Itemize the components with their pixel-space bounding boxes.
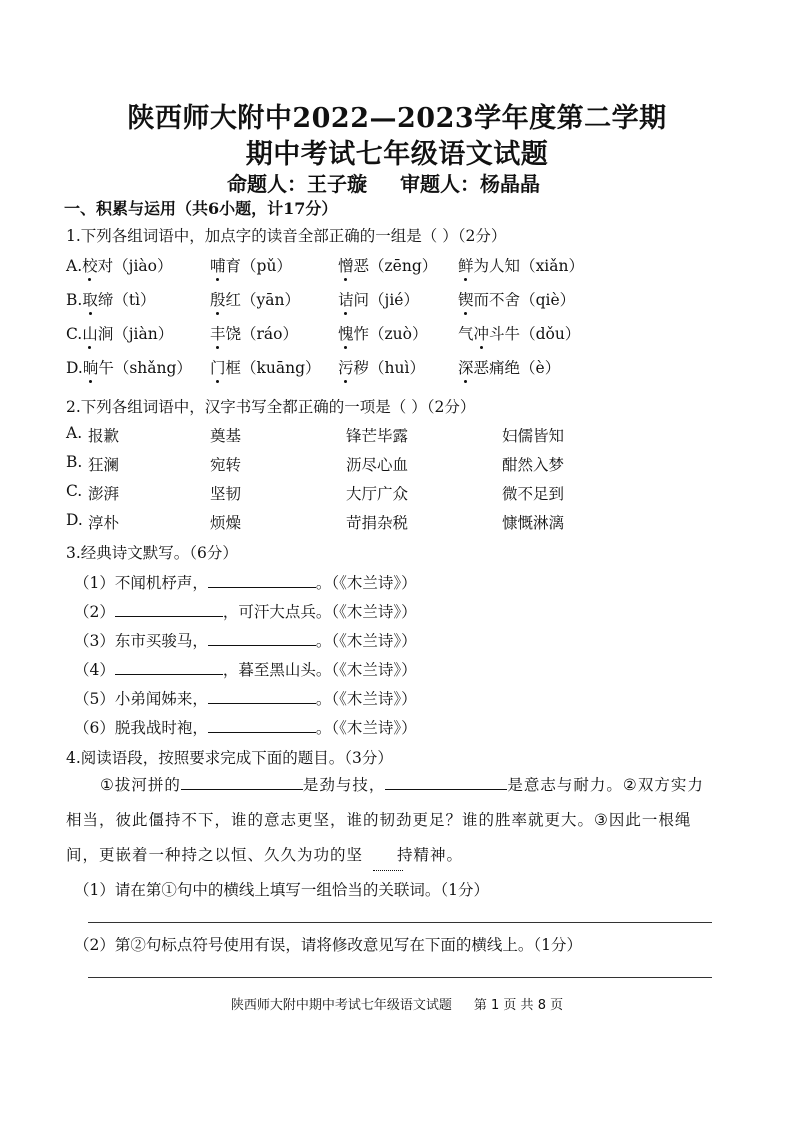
q1-option-word: 丰饶（ráo） [210, 322, 298, 344]
reviewer-name: 审题人：杨晶晶 [399, 172, 540, 196]
q1-option-word: B.取缔（tì） [66, 288, 156, 310]
poem-line-after: 。（《木兰诗》） [315, 690, 417, 708]
answer-line-2[interactable] [88, 977, 712, 978]
answer-line-1[interactable] [88, 922, 712, 923]
q3-stem: 3.经典诗文默写。（6分） [66, 544, 238, 562]
section-heading: 一、积累与运用（共6小题，计17分） [64, 199, 338, 218]
q3-item [74, 658, 417, 680]
q1-option-word: 鲜为人知（xiǎn） [458, 254, 584, 276]
exam-title-line1: 陕西师大附中2022—2023学年度第二学期 [127, 103, 667, 134]
q1-option-word: 污秽（huì） [338, 356, 425, 378]
page-footer [0, 994, 794, 1013]
poem-line-given: 东市买骏马， [114, 632, 208, 650]
passage-part1: ①拔河拼的 [100, 776, 181, 794]
q2-option-word: 沥尽心血 [346, 456, 409, 474]
option-label: C. [66, 482, 83, 500]
item-number: （1） [74, 574, 115, 592]
option-label: D. [66, 511, 83, 529]
poem-line-after: 。（《木兰诗》） [315, 632, 417, 650]
fill-blank[interactable] [208, 689, 316, 704]
fill-blank[interactable] [181, 775, 303, 790]
q2-option-word: 宛转 [210, 456, 242, 474]
poem-line-after: ，可汗大点兵。（《木兰诗》） [222, 603, 417, 621]
authors-line [227, 168, 540, 197]
fill-blank[interactable] [385, 775, 507, 790]
q2-option-word: 慷慨淋漓 [502, 514, 565, 532]
q4-sub2: （2）第②句标点符号使用有误，请将修改意见写在下面的横线上。（1分） [74, 936, 582, 954]
q1-option-word: 门框（kuāng） [210, 356, 321, 378]
poem-line-after: 。（《木兰诗》） [315, 719, 417, 737]
q3-item [74, 716, 417, 738]
q2-option-word: 锋芒毕露 [346, 427, 409, 445]
item-number: （2） [74, 603, 115, 621]
footer-page-number: 第 1 页 共 8 页 [473, 998, 564, 1013]
fill-blank[interactable] [208, 718, 316, 733]
q2-option-word: 苛捐杂税 [346, 514, 409, 532]
passage-part2: 是劲与技， [302, 776, 386, 794]
q1-option-word: D.晌午（shǎng） [66, 356, 192, 378]
exam-title-line2: 期中考试七年级语文试题 [245, 139, 549, 170]
q1-option-word: 愧怍（zuò） [338, 322, 428, 344]
q4-passage [66, 768, 714, 873]
option-label: A. [66, 257, 83, 275]
q2-option-word: 妇儒皆知 [502, 427, 565, 445]
q2-option-word: 酣然入梦 [502, 456, 565, 474]
q1-option-word: 哺育（pǔ） [210, 254, 292, 276]
q2-stem: 2.下列各组词语中，汉字书写全都正确的一项是（ ）（2分） [66, 398, 476, 416]
poem-line-given: 不闻机杼声， [114, 574, 208, 592]
q3-item [74, 629, 417, 651]
option-label: B. [66, 453, 83, 471]
poem-line-after: ，暮至黑山头。（《木兰诗》） [222, 661, 417, 679]
poem-line-given: 脱我战时袍， [114, 719, 208, 737]
q2-option-word: 微不足到 [502, 485, 565, 503]
q2-option-word: 报歉 [88, 427, 120, 445]
fill-blank[interactable] [115, 660, 223, 675]
q1-option-word: 深恶痛绝（è） [458, 356, 560, 378]
item-number: （3） [74, 632, 115, 650]
q1-option-word: 憎恶（zēng） [338, 254, 437, 276]
q1-stem: 1.下列各组词语中，加点字的读音全部正确的一组是（ ）（2分） [66, 227, 507, 245]
q2-option-word: 淳朴 [88, 514, 120, 532]
q1-option-word: 锲而不舍（qiè） [458, 288, 575, 310]
fill-blank[interactable] [208, 631, 316, 646]
q1-option-word: A.校对（jiào） [66, 254, 172, 276]
author-name: 命题人：王子璇 [227, 172, 367, 196]
q2-option-word: 烦燥 [210, 514, 242, 532]
q2-option-word: 大厅广众 [346, 485, 409, 503]
q2-option-word: 坚韧 [210, 485, 242, 503]
q4-stem: 4.阅读语段，按照要求完成下面的题目。（3分） [66, 749, 393, 767]
fill-blank[interactable] [115, 602, 223, 617]
fill-blank[interactable] [208, 573, 316, 588]
item-number: （6） [74, 719, 115, 737]
q4-sub1: （1）请在第①句中的横线上填写一组恰当的关联词。（1分） [74, 881, 489, 899]
q1-option-word: 诘问（jié） [338, 288, 419, 310]
passage-part4: 精神。 [413, 846, 464, 864]
option-label: D. [66, 359, 83, 377]
passage-part3: 是意志与耐力。②双方实力相当，彼此僵持不下，谁的意志更坚，谁的韧劲更足？谁的胜率就更大。③因此一根绳间，更嵌着一种持之以恒、久久为功的坚 [66, 776, 704, 864]
option-label: B. [66, 291, 83, 309]
q1-option-word: 气冲斗牛（dǒu） [458, 322, 580, 344]
q2-option-word: 澎湃 [88, 485, 120, 503]
item-number: （5） [74, 690, 115, 708]
option-label: A. [66, 424, 83, 442]
q2-option-word: 狂澜 [88, 456, 120, 474]
q1-option-word: C.山涧（jiàn） [66, 322, 173, 344]
poem-line-after: 。（《木兰诗》） [315, 574, 417, 592]
passage-emph: 持 [363, 838, 414, 873]
q2-option-word: 奠基 [210, 427, 242, 445]
q3-item [74, 600, 417, 622]
footer-exam-name: 陕西师大附中期中考试七年级语文试题 [230, 998, 452, 1013]
q3-item [74, 687, 417, 709]
item-number: （4） [74, 661, 115, 679]
q3-item [74, 571, 417, 593]
poem-line-given: 小弟闻姊来， [114, 690, 208, 708]
option-label: C. [66, 325, 83, 343]
q1-option-word: 殷红（yān） [210, 288, 300, 310]
